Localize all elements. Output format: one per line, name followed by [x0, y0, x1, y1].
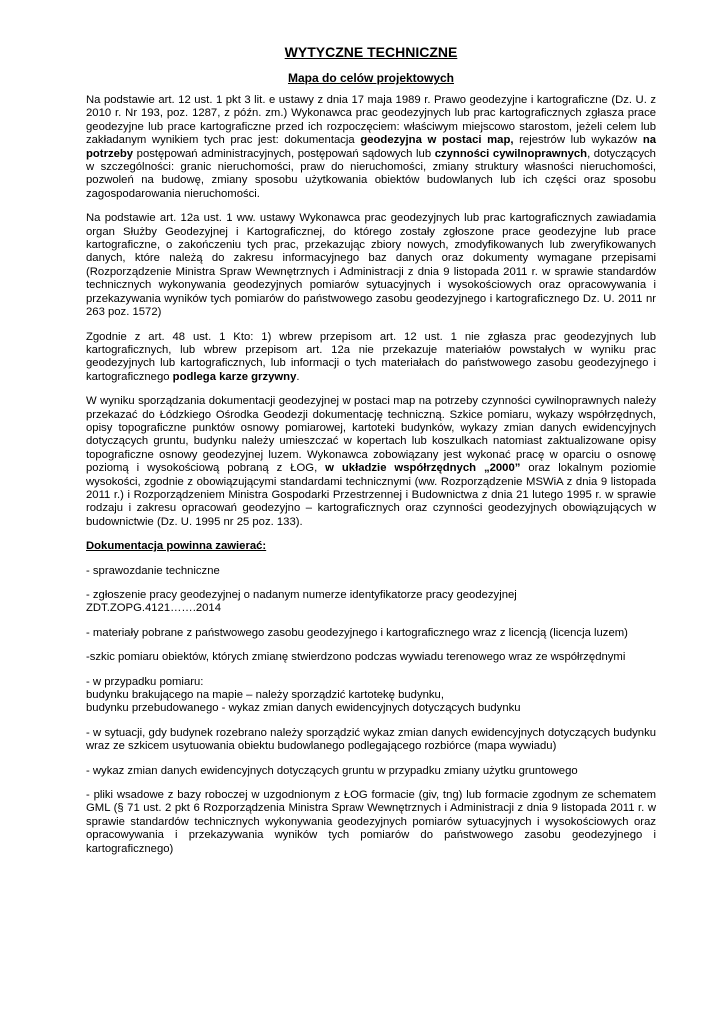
- list-item: - w przypadku pomiaru: budynku brakującego na mapie – należy sporządzić kartotekę budynku, budynku przebudowanego - wykaz zmian danych ewidencyjnych dotyczących budynku: [86, 675, 521, 715]
- paragraph-notification: Na podstawie art. 12a ust. 1 ww. ustawy Wykonawca prac geodezyjnych lub prac kartograficznych zawiadamia organ Służby Geodezyjnej i Kartograficznej, do którego zostały zgłoszone prace geodezyjne lub prace kartograficzne, o zakończeniu tych prac, przekazując zbiory nowych, zmodyfikowanych lub zweryfikowanych danych, które należą do zakresu informacyjnego baz danych oraz dokumenty wymagane przepisami (Rozporządzenie Ministra Spraw Wewnętrznych i Administracji z dnia 9 listopada 2011 r. w sprawie standardów technicznych wykonywania geodezyjnych pomiarów sytuacyjnych i wysokościowych oraz opracowywania i przekazywania wyników tych pomiarów do państwowego zasobu geodezyjnego i kartograficznego Dz. U. 2011 nr 263 poz. 1572): [86, 212, 656, 319]
- list-item: - sprawozdanie techniczne: [86, 564, 220, 577]
- list-item: - pliki wsadowe z bazy roboczej w uzgodnionym z ŁOG formacie (giv, tng) lub formacie zgodnym ze schematem GML (§ 71 ust. 2 pkt 6 Rozporządzenia Ministra Spraw Wewnętrznych i Administracji z dnia 9 listopada 2011 r. w sprawie standardów technicznych wykonywania geodezyjnych pomiarów sytuacyjnych i wysokościowych oraz opracowywania i przekazywania wyników tych pomiarów do państwowego zasobu geodezyjnego i kartograficznego): [86, 789, 656, 855]
- document-subtitle: Mapa do celów projektowych: [287, 71, 455, 85]
- list-item: - materiały pobrane z państwowego zasobu geodezyjnego i kartograficznego wraz z licencją (licencja luzem): [86, 626, 628, 639]
- paragraph-documentation: W wyniku sporządzania dokumentacji geodezyjnej w postaci map na potrzeby czynności cywilnoprawnych należy przekazać do Łódzkiego Ośrodka Geodezji dokumentację techniczną. Szkice pomiaru, wykazy współrzędnych, opisy topograficzne punktów osnowy pomiarowej, kartoteki budynków, wykazy zmian danych ewidencyjnych dotyczących gruntu, budynku należy umieszczać w kopertach lub koszulkach natomiast zaktualizowane opisy topograficzne osnowy geodezyjnej luzem. Wykonawca zobowiązany jest wykonać pracę w oparciu o osnowę poziomą i wysokościową pobraną z ŁOG, w układzie współrzędnych „2000” oraz lokalnym poziomie wysokości, zgodnie z obowiązującymi standardami technicznymi (ww. Rozporządzenie MSWiA z dnia 9 listopada 2011 r.) i Rozporządzeniem Ministra Gospodarki Przestrzennej i Budownictwa z dnia 21 lutego 1995 r. w sprawie rodzaju i zakresu opracowań geodezyjno – kartograficznych oraz czynności geodezyjnych obowiązujących w budownictwie (Dz. U. 1995 nr 25 poz. 133).: [86, 395, 656, 528]
- list-item: - wykaz zmian danych ewidencyjnych dotyczących gruntu w przypadku zmiany użytku gruntowego: [86, 764, 578, 777]
- paragraph-legal-basis: Na podstawie art. 12 ust. 1 pkt 3 lit. e ustawy z dnia 17 maja 1989 r. Prawo geodezyjne i kartograficzne (Dz. U. z 2010 r. Nr 193, poz. 1287, z późn. zm.) Wykonawca prac geodezyjnych lub prac kartograficznych zgłasza prace geodezyjne lub prace kartograficzne przed ich rozpoczęciem: właściwym miejscowo starostom, jeżeli celem lub zakładanym wynikiem tych prac jest: dokumentacja geodezyjna w postaci map, rejestrów lub wykazów na potrzeby postępowań administracyjnych, postępowań sądowych lub czynności cywilnoprawnych, dotyczących w szczególności: granic nieruchomości, praw do nieruchomości, zmiany struktury własności nieruchomości, pozwoleń na budowę, zmiany sposobu użytkowania obiektów budowlanych lub ich części oraz sposobu zagospodarowania nieruchomości.: [86, 94, 656, 200]
- documentation-heading: Dokumentacja powinna zawierać:: [86, 540, 267, 553]
- list-item: -szkic pomiaru obiektów, których zmianę stwierdzono podczas wywiadu terenowego wraz ze współrzędnymi: [86, 651, 626, 664]
- document-page: [86, 44, 656, 867]
- list-item: - w sytuacji, gdy budynek rozebrano należy sporządzić wykaz zmian danych ewidencyjnych dotyczących budynku wraz ze szkicem usytuowania obiektu budowlanego podlegającego rozbiórce (mapa wywiadu): [86, 726, 656, 753]
- paragraph-penalty: Zgodnie z art. 48 ust. 1 Kto: 1) wbrew przepisom art. 12 ust. 1 nie zgłasza prac geodezyjnych lub kartograficznych, lub wbrew przepisom art. 12a nie przekazuje materiałów powstałych w wyniku prac geodezyjnych lub kartograficznych, lub informacji o tych materiałach do państwowego zasobu geodezyjnego i kartograficznego podlega karze grzywny.: [86, 330, 656, 383]
- document-title: WYTYCZNE TECHNICZNE: [284, 44, 458, 60]
- list-item: - zgłoszenie pracy geodezyjnej o nadanym numerze identyfikatorze pracy geodezyjnej ZDT.ZOPG.4121…….2014: [86, 589, 517, 615]
